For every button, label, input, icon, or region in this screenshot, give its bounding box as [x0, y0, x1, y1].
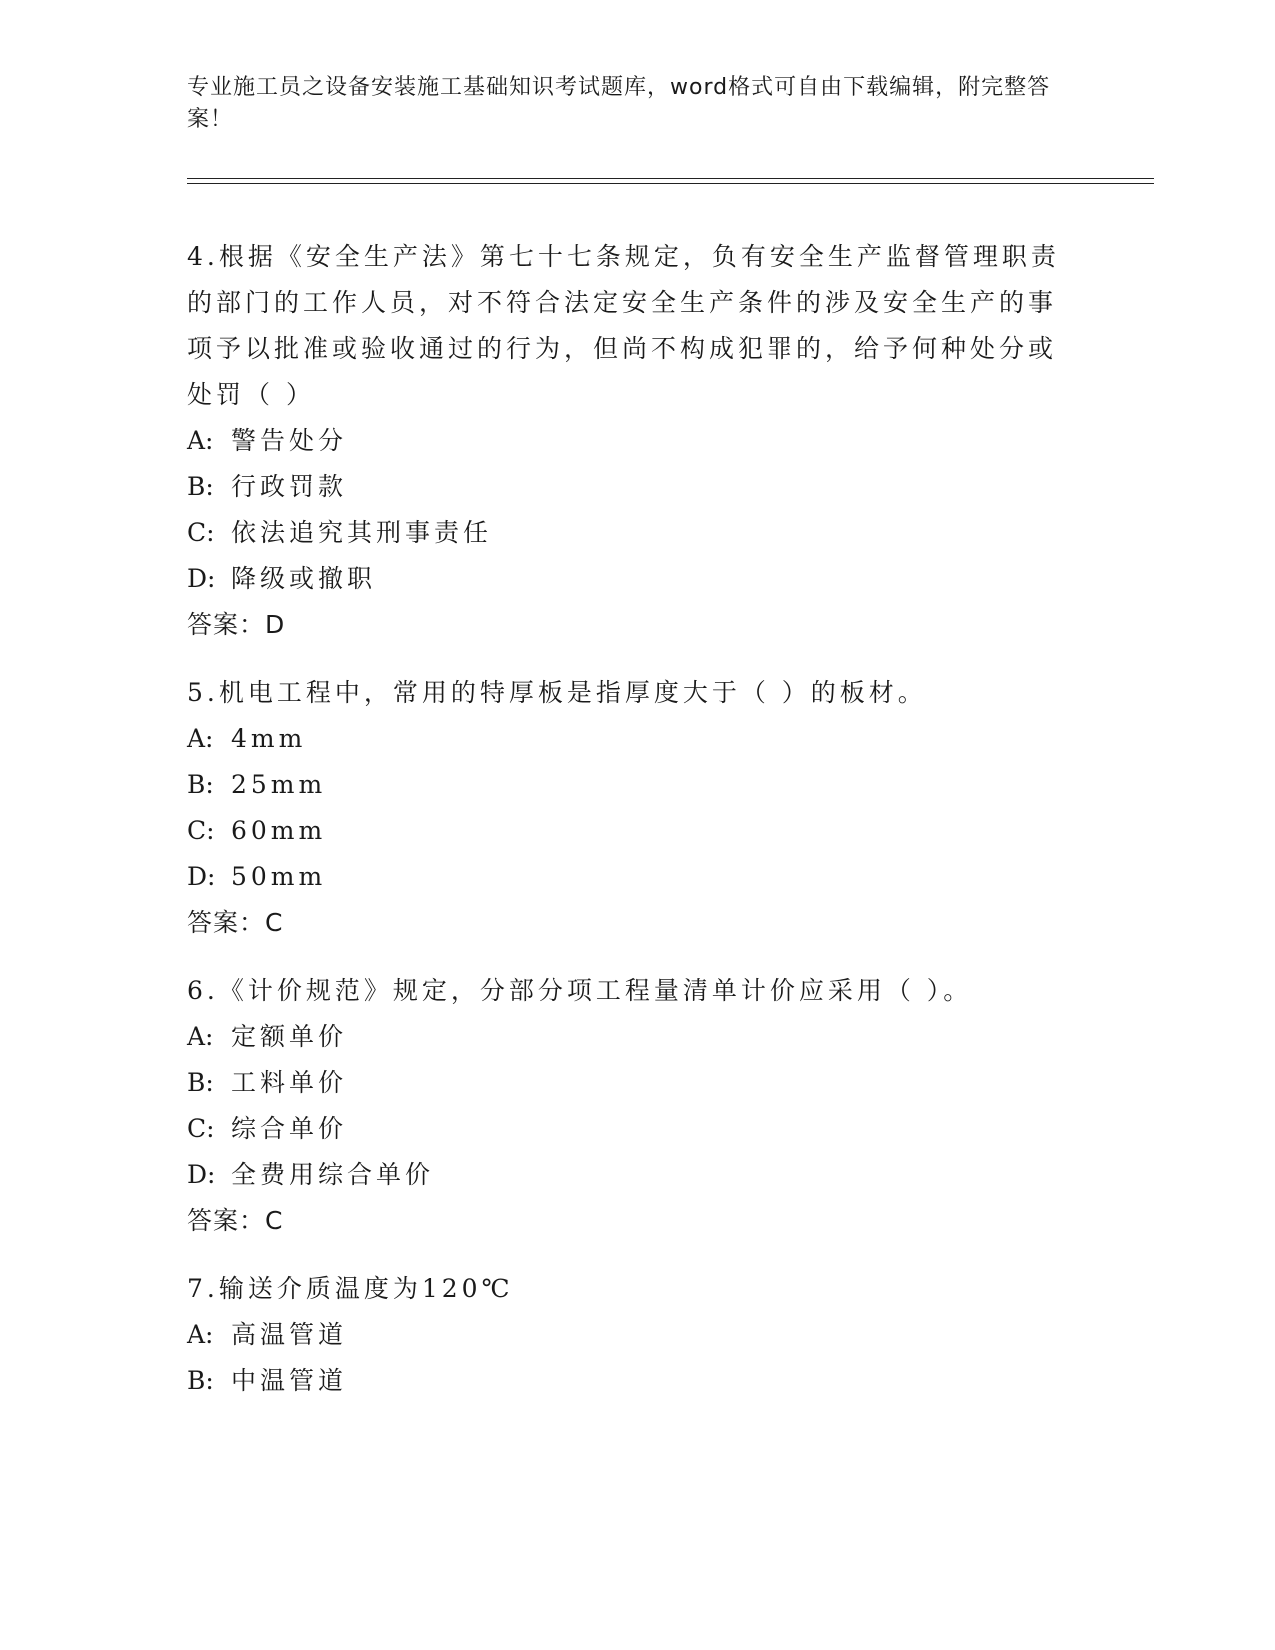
question-stem: 5.机电工程中，常用的特厚板是指厚度大于（ ）的板材。 [187, 678, 927, 707]
option-b [187, 1358, 1067, 1404]
option-letter: B: [187, 770, 214, 799]
answer-line: 答案：C [187, 1206, 284, 1235]
question-item [187, 234, 1067, 648]
option-letter: A: [187, 1022, 214, 1051]
option-letter: A: [187, 724, 214, 753]
option-letter: A: [187, 426, 214, 455]
option-text: 25mm [231, 770, 327, 799]
question-stem: 7.输送介质温度为120℃ [187, 1274, 514, 1303]
header-divider-top [187, 178, 1154, 179]
option-d [187, 854, 1067, 900]
option-letter: D: [187, 564, 216, 593]
option-b [187, 464, 1067, 510]
option-text: 依法追究其刑事责任 [231, 518, 493, 547]
option-text: 行政罚款 [231, 472, 348, 501]
answer-line: 答案：D [187, 610, 286, 639]
option-text: 中温管道 [231, 1366, 348, 1395]
option-c [187, 808, 1067, 854]
option-text: 60mm [231, 816, 327, 845]
option-text: 综合单价 [231, 1114, 348, 1143]
option-b [187, 762, 1067, 808]
option-text: 高温管道 [231, 1320, 348, 1349]
option-letter: D: [187, 1160, 216, 1189]
option-letter: C: [187, 518, 215, 547]
option-a [187, 716, 1067, 762]
option-b [187, 1060, 1067, 1106]
option-text: 降级或撤职 [231, 564, 377, 593]
option-letter: B: [187, 1366, 214, 1395]
option-text: 4mm [231, 724, 307, 753]
option-d [187, 1152, 1067, 1198]
question-item [187, 1266, 1067, 1404]
option-letter: B: [187, 472, 214, 501]
header-divider-bottom [187, 183, 1154, 184]
option-c [187, 510, 1067, 556]
option-text: 50mm [231, 862, 327, 891]
question-stem: 6.《计价规范》规定，分部分项工程量清单计价应采用（ ）。 [187, 976, 973, 1005]
option-text: 全费用综合单价 [231, 1160, 435, 1189]
option-letter: C: [187, 816, 215, 845]
option-letter: D: [187, 862, 216, 891]
document-header-title: 专业施工员之设备安装施工基础知识考试题库，word格式可自由下载编辑，附完整答案！ [187, 75, 1051, 132]
answer-line: 答案：C [187, 908, 284, 937]
question-stem: 4.根据《安全生产法》第七十七条规定，负有安全生产监督管理职责的部门的工作人员，对不符合法定安全生产条件的涉及安全生产的事项予以批准或验收通过的行为，但尚不构成犯罪的，给予何种处分或处罚（ ） [187, 242, 1060, 409]
option-d [187, 556, 1067, 602]
option-text: 工料单价 [231, 1068, 348, 1097]
option-a [187, 1312, 1067, 1358]
option-text: 警告处分 [231, 426, 348, 455]
option-letter: C: [187, 1114, 215, 1143]
option-a [187, 418, 1067, 464]
option-a [187, 1014, 1067, 1060]
question-item [187, 968, 1067, 1244]
option-c [187, 1106, 1067, 1152]
option-letter: A: [187, 1320, 214, 1349]
option-letter: B: [187, 1068, 214, 1097]
question-item [187, 670, 1067, 946]
question-list [187, 234, 1067, 1426]
option-text: 定额单价 [231, 1022, 348, 1051]
